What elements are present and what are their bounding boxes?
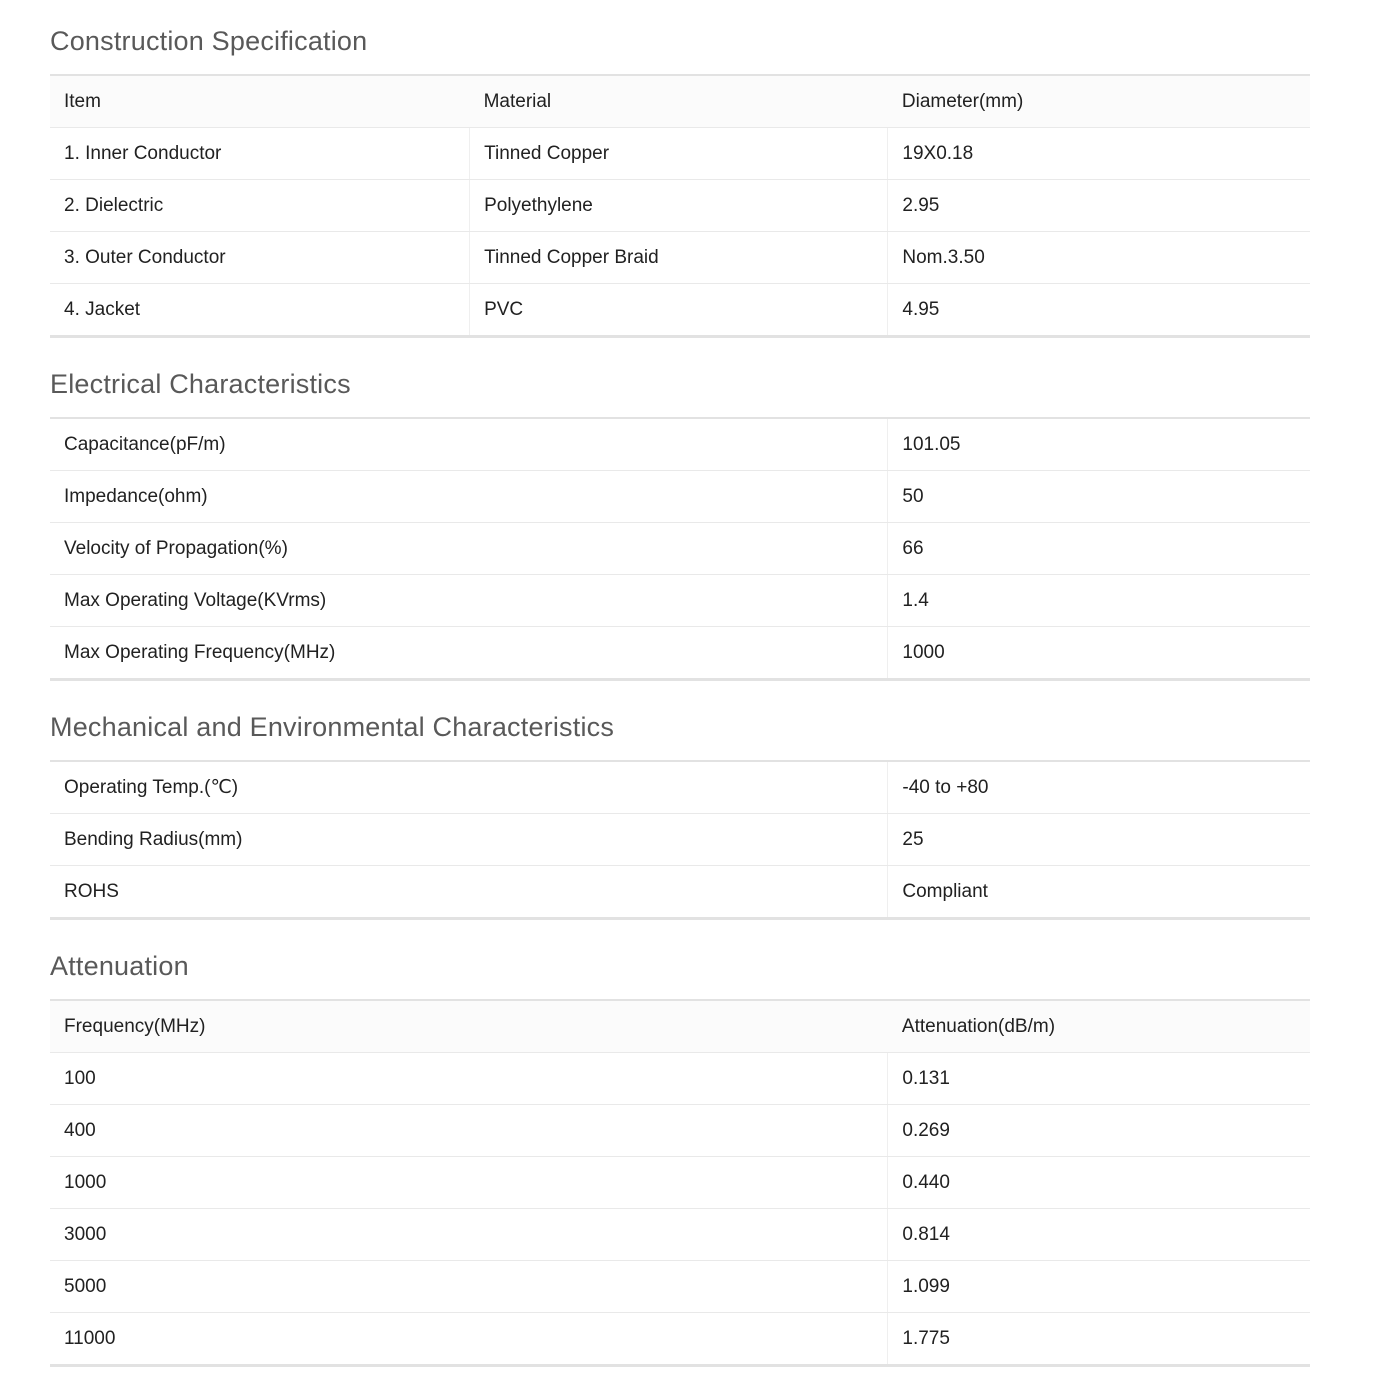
table-cell: -40 to +80 (888, 761, 1310, 814)
table-cell: 4. Jacket (64, 299, 141, 320)
table-row (50, 1261, 1310, 1313)
table-cell: 25 (888, 814, 1310, 866)
table-cell: 4.95 (888, 284, 1310, 337)
table-cell: Bending Radius(mm) (50, 814, 888, 866)
column-header: Attenuation(dB/m) (888, 1000, 1310, 1053)
table-row (50, 627, 1310, 680)
column-header: Item (50, 75, 470, 128)
table-cell: PVC (470, 284, 888, 337)
table-row (50, 471, 1310, 523)
mechanical-environmental-characteristics-title: Mechanical and Environmental Characteristics (50, 712, 615, 742)
table-cell: Max Operating Voltage(KVrms) (50, 575, 888, 627)
section-attenuation (50, 951, 1310, 1367)
table-cell: 0.440 (888, 1157, 1310, 1209)
table-row (50, 232, 1310, 284)
table-cell: 11000 (64, 1328, 116, 1349)
table-cell: ROHS (64, 881, 119, 902)
table-cell: 0.269 (888, 1105, 1310, 1157)
table-row (50, 1157, 1310, 1209)
table-cell: 5000 (50, 1261, 888, 1313)
table-row (50, 866, 1310, 919)
table-cell: 66 (888, 523, 1310, 575)
section-construction-specification (50, 26, 1310, 338)
table-cell: 3000 (50, 1209, 888, 1261)
table-cell: 1.775 (888, 1313, 1310, 1366)
column-header: Frequency(MHz) (50, 1000, 888, 1053)
table-row (50, 761, 1310, 814)
table-cell: Capacitance(pF/m) (50, 418, 888, 471)
table-row (50, 180, 1310, 232)
table-cell: Polyethylene (470, 180, 888, 232)
table-row (50, 814, 1310, 866)
column-header: Material (470, 75, 888, 128)
table-cell: Tinned Copper (470, 128, 888, 180)
table-cell: 3. Outer Conductor (50, 232, 470, 284)
electrical-characteristics-table (50, 417, 1310, 681)
section-electrical-characteristics (50, 369, 1310, 681)
table-cell: 2.95 (888, 180, 1310, 232)
attenuation-title: Attenuation (50, 951, 189, 981)
table-cell: 50 (888, 471, 1310, 523)
table-row (50, 1053, 1310, 1105)
attenuation-table (50, 999, 1310, 1367)
table-row (50, 1105, 1310, 1157)
construction-specification-table (50, 74, 1310, 338)
table-cell: 1000 (888, 627, 1310, 680)
table-cell: 19X0.18 (888, 128, 1310, 180)
table-cell: Compliant (888, 866, 1310, 919)
table-row (50, 575, 1310, 627)
construction-specification-title: Construction Specification (50, 26, 368, 56)
electrical-characteristics-title: Electrical Characteristics (50, 369, 351, 399)
table-row (50, 1209, 1310, 1261)
table-cell: 101.05 (888, 418, 1310, 471)
table-cell: Velocity of Propagation(%) (50, 523, 888, 575)
table-cell: Impedance(ohm) (50, 471, 888, 523)
table-cell: 0.131 (888, 1053, 1310, 1105)
column-header: Diameter(mm) (888, 75, 1310, 128)
table-row (50, 1313, 1310, 1366)
table-cell: 1.4 (888, 575, 1310, 627)
table-row (50, 284, 1310, 337)
table-cell: Operating Temp.(℃) (50, 761, 888, 814)
table-cell: 1000 (50, 1157, 888, 1209)
table-header-row (50, 1000, 1310, 1053)
table-row (50, 418, 1310, 471)
table-cell: 1.099 (888, 1261, 1310, 1313)
table-cell: 2. Dielectric (50, 180, 470, 232)
table-row (50, 523, 1310, 575)
table-cell: 100 (50, 1053, 888, 1105)
table-row (50, 128, 1310, 180)
table-cell: 1. Inner Conductor (50, 128, 470, 180)
section-mechanical-environmental-characteristics (50, 712, 1310, 920)
table-cell: Nom.3.50 (888, 232, 1310, 284)
mechanical-environmental-characteristics-table (50, 760, 1310, 920)
table-cell: Tinned Copper Braid (470, 232, 888, 284)
table-cell: 400 (50, 1105, 888, 1157)
table-header-row (50, 75, 1310, 128)
table-cell: Max Operating Frequency(MHz) (64, 642, 336, 663)
table-cell: 0.814 (888, 1209, 1310, 1261)
